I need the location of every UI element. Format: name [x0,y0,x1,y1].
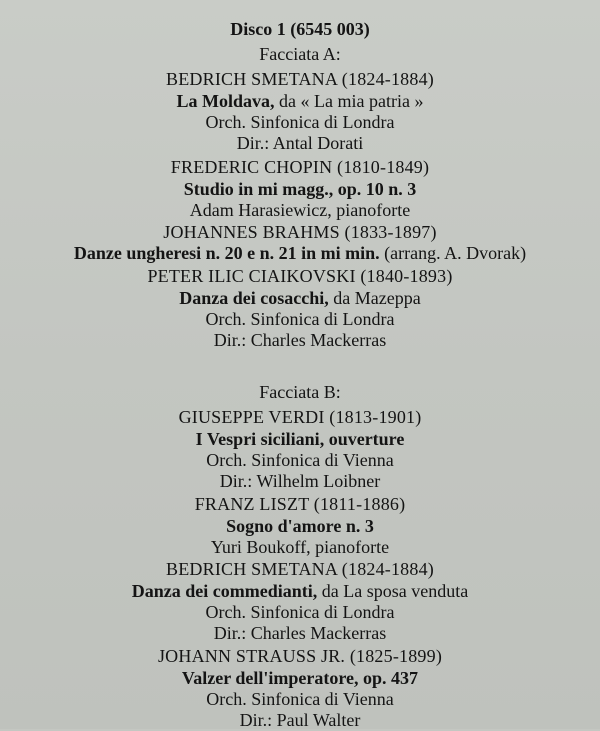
performer-line: Dir.: Antal Dorati [236,133,364,153]
disc-header [0,18,600,40]
performer-line: Orch. Sinfonica di Londra [205,309,395,329]
composer-line [0,265,600,287]
composer-name: GIUSEPPE VERDI [178,407,325,427]
composer-line [0,558,600,580]
composer-line [0,493,600,515]
performer-line: Orch. Sinfonica di Vienna [206,450,394,470]
work-title: Valzer dell'imperatore, op. 437 [181,668,419,688]
composer-years: (1811-1886) [313,494,406,514]
performer-line: Orch. Sinfonica di Londra [205,602,395,622]
composer-name: PETER ILIC CIAIKOVSKI [147,266,356,286]
composer-years: (1825-1899) [349,646,443,666]
work-title: La Moldava, [176,91,275,111]
performer-line: Dir.: Charles Mackerras [213,623,387,643]
work-title: Danze ungheresi n. 20 e n. 21 in mi min. [73,243,380,263]
composer-line [0,156,600,178]
disc-catalog: (6545 003) [290,19,370,39]
work-title: Danza dei commedianti, [131,581,318,601]
composer-line [0,406,600,428]
work-detail: da « La mia patria » [279,91,424,111]
work-detail: da La sposa venduta [321,581,469,601]
composer-line [0,645,600,667]
work-detail: da Mazeppa [333,288,421,308]
disc-label: Disco 1 [230,19,286,39]
performer-line: Dir.: Charles Mackerras [213,330,387,350]
composer-name: BEDRICH SMETANA [166,69,338,89]
work-title-line [0,287,600,309]
side-b-heading: Facciata B: [259,382,341,402]
side-a-heading: Facciata A: [259,44,341,64]
composer-name: FRANZ LISZT [194,494,310,514]
composer-years: (1840-1893) [360,266,453,286]
composer-years: (1813-1901) [329,407,422,427]
composer-name: JOHANNES BRAHMS [163,222,340,242]
performer-line: Yuri Boukoff, pianoforte [210,537,390,557]
work-title: Studio in mi magg., op. 10 n. 3 [183,179,417,199]
composer-name: JOHANN STRAUSS JR. [157,646,346,666]
work-detail: (arrang. A. Dvorak) [384,243,527,263]
performer-line: Dir.: Paul Walter [239,710,361,730]
composer-name: BEDRICH SMETANA [166,559,338,579]
work-title-line [0,90,600,112]
composer-line [0,68,600,90]
work-title: Danza dei cosacchi, [179,288,329,308]
performer-line: Orch. Sinfonica di Vienna [206,689,394,709]
work-title: I Vespri siciliani, ouverture [195,429,405,449]
performer-line: Dir.: Wilhelm Loibner [219,471,381,491]
composer-years: (1810-1849) [337,157,430,177]
composer-name: FREDERIC CHOPIN [170,157,333,177]
composer-line [0,221,600,243]
work-title-line [0,580,600,602]
composer-years: (1833-1897) [344,222,437,242]
work-title-line [0,242,600,264]
performer-line: Orch. Sinfonica di Londra [205,112,395,132]
composer-years: (1824-1884) [341,559,434,579]
work-title: Sogno d'amore n. 3 [226,516,374,536]
performer-line: Adam Harasiewicz, pianoforte [189,200,411,220]
composer-years: (1824-1884) [341,69,434,89]
